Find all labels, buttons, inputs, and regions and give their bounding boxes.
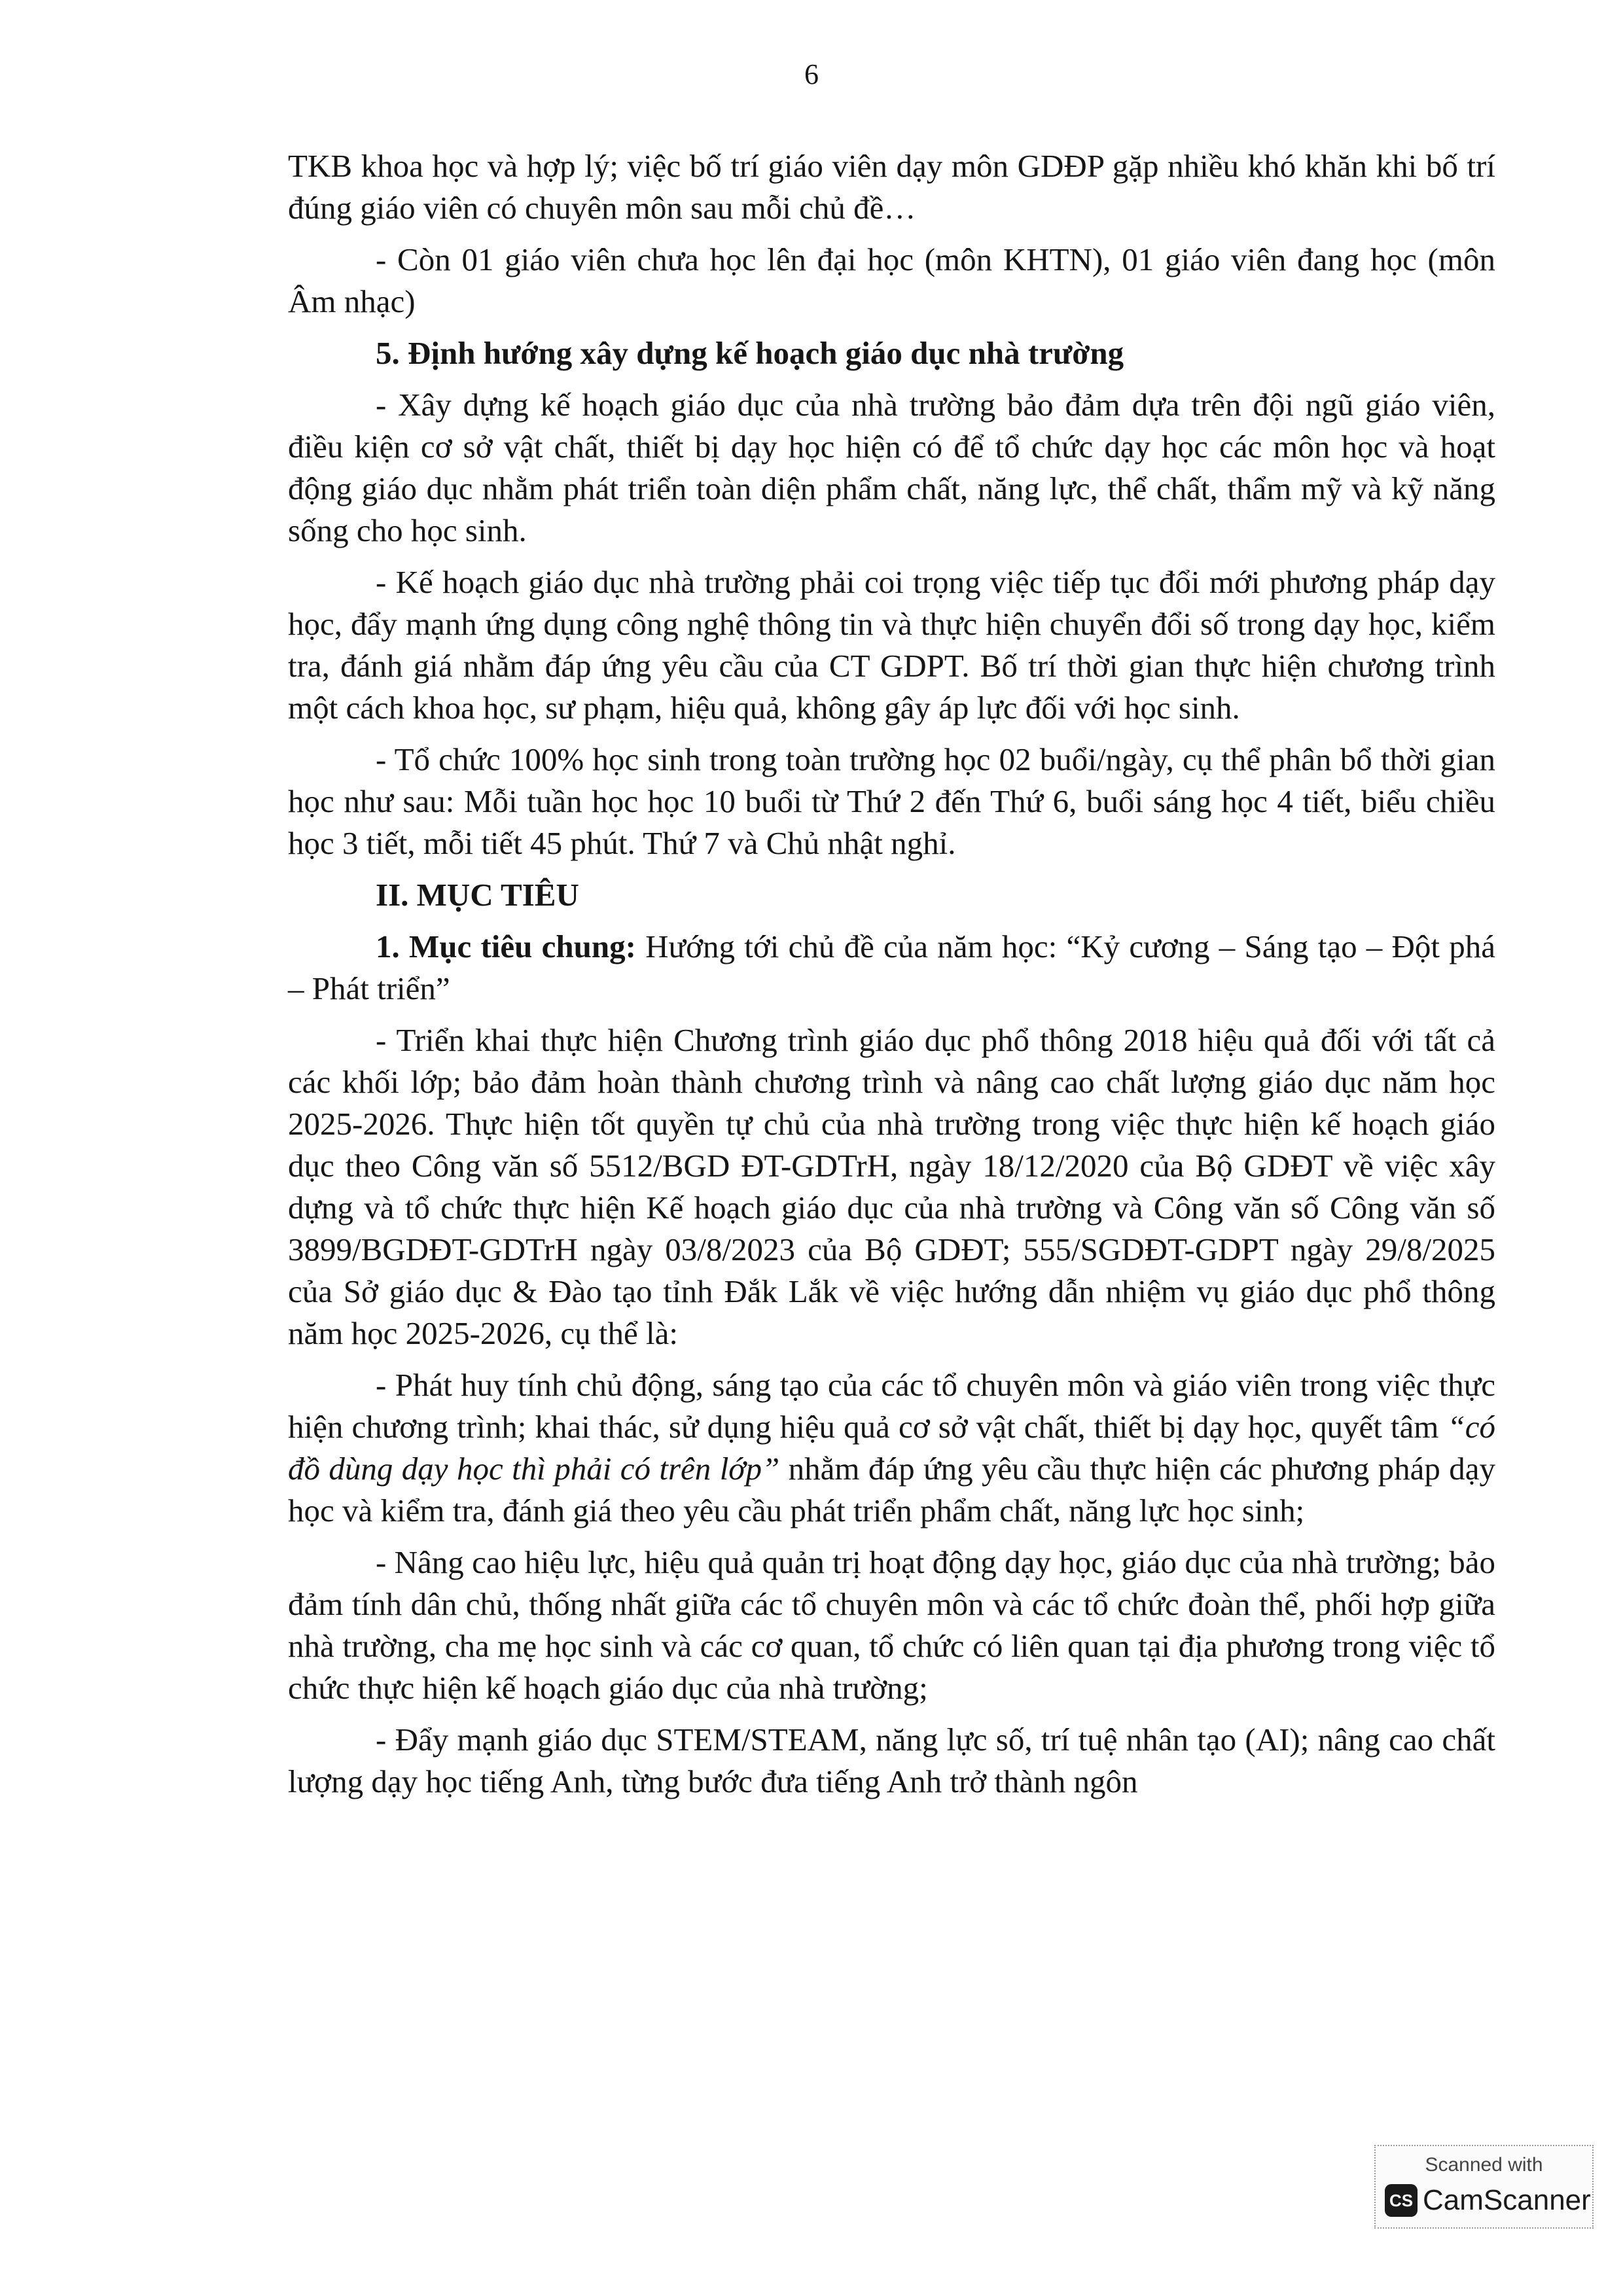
paragraph-text: nhằm đáp ứng yêu cầu thực hiện các phương pháp dạy học và kiểm tra, đánh giá theo yêu cầu phát triển phẩm chất, năng lực học sinh; xyxy=(288,1451,1495,1528)
watermark-brand xyxy=(1385,2184,1591,2217)
camscanner-logo-icon: CS xyxy=(1385,2184,1418,2217)
page-number: 6 xyxy=(804,58,819,90)
paragraph-text: Hướng tới chủ đề của năm học: “Kỷ cương – Sáng tạo – Đột phá – Phát triển” xyxy=(288,928,1495,1006)
paragraph: - Tổ chức 100% học sinh trong toàn trường học 02 buổi/ngày, cụ thể phân bổ thời gian học như sau: Mỗi tuần học học 10 buổi từ Thứ 2 đến Thứ 6, buổi sáng học 4 tiết, biểu chiều học 3 tiết, mỗi tiết 45 phút. Thứ 7 và Chủ nhật nghỉ. xyxy=(288,741,1495,861)
paragraph xyxy=(288,926,1495,1010)
document-body xyxy=(288,145,1495,1812)
paragraph xyxy=(288,1364,1495,1532)
italic-quote: “có đồ dùng dạy học thì phải có trên lớp” xyxy=(288,1409,1495,1487)
paragraph: - Kế hoạch giáo dục nhà trường phải coi trọng việc tiếp tục đổi mới phương pháp dạy học, đẩy mạnh ứng dụng công nghệ thông tin và thực hiện chuyển đổi số trong dạy học, kiểm tra, đánh giá nhằm đáp ứng yêu cầu của CT GDPT. Bố trí thời gian thực hiện chương trình một cách khoa học, sư phạm, hiệu quả, không gây áp lực đối với học sinh. xyxy=(288,564,1495,726)
section-heading: 5. Định hướng xây dựng kế hoạch giáo dục nhà trường xyxy=(376,335,1124,371)
watermark-brand-name: CamScanner xyxy=(1423,2184,1591,2216)
paragraph: - Đẩy mạnh giáo dục STEM/STEAM, năng lực số, trí tuệ nhân tạo (AI); nâng cao chất lượng dạy học tiếng Anh, từng bước đưa tiếng Anh trở thành ngôn xyxy=(288,1722,1495,1799)
watermark-caption: Scanned with xyxy=(1425,2154,1543,2176)
section-heading: II. MỤC TIÊU xyxy=(376,877,579,913)
paragraph: - Nâng cao hiệu lực, hiệu quả quản trị hoạt động dạy học, giáo dục của nhà trường; bảo đảm tính dân chủ, thống nhất giữa các tổ chuyên môn và các tổ chức đoàn thể, phối hợp giữa nhà trường, cha mẹ học sinh và các cơ quan, tổ chức có liên quan tại địa phương trong việc tổ chức thực hiện kế hoạch giáo dục của nhà trường; xyxy=(288,1544,1495,1706)
paragraph-text: - Phát huy tính chủ động, sáng tạo của các tổ chuyên môn và giáo viên trong việc thực hiện chương trình; khai thác, sử dụng hiệu quả cơ sở vật chất, thiết bị dạy học, quyết tâm xyxy=(288,1367,1495,1445)
camscanner-watermark xyxy=(1374,2145,1594,2229)
paragraph-lead: 1. Mục tiêu chung: xyxy=(376,928,636,964)
paragraph: - Xây dựng kế hoạch giáo dục của nhà trường bảo đảm dựa trên đội ngũ giáo viên, điều kiện cơ sở vật chất, thiết bị dạy học hiện có để tổ chức dạy học các môn học và hoạt động giáo dục nhằm phát triển toàn diện phẩm chất, năng lực, thể chất, thẩm mỹ và kỹ năng sống cho học sinh. xyxy=(288,387,1495,548)
paragraph: - Triển khai thực hiện Chương trình giáo dục phổ thông 2018 hiệu quả đối với tất cả các khối lớp; bảo đảm hoàn thành chương trình và nâng cao chất lượng giáo dục năm học 2025-2026. Thực hiện tốt quyền tự chủ của nhà trường trong việc thực hiện kế hoạch giáo dục theo Công văn số 5512/BGD ĐT-GDTrH, ngày 18/12/2020 của Bộ GDĐT về việc xây dựng và tổ chức thực hiện Kế hoạch giáo dục của nhà trường và Công văn số Công văn số 3899/BGDĐT-GDTrH ngày 03/8/2023 của Bộ GDĐT; 555/SGDĐT-GDPT ngày 29/8/2025 của Sở giáo dục & Đào tạo tỉnh Đắk Lắk về việc hướng dẫn nhiệm vụ giáo dục phổ thông năm học 2025-2026, cụ thể là: xyxy=(288,1022,1495,1351)
paragraph: - Còn 01 giáo viên chưa học lên đại học (môn KHTN), 01 giáo viên đang học (môn Âm nhạc) xyxy=(288,241,1495,319)
paragraph: TKB khoa học và hợp lý; việc bố trí giáo viên dạy môn GDĐP gặp nhiều khó khăn khi bố trí đúng giáo viên có chuyên môn sau mỗi chủ đề… xyxy=(288,148,1495,226)
